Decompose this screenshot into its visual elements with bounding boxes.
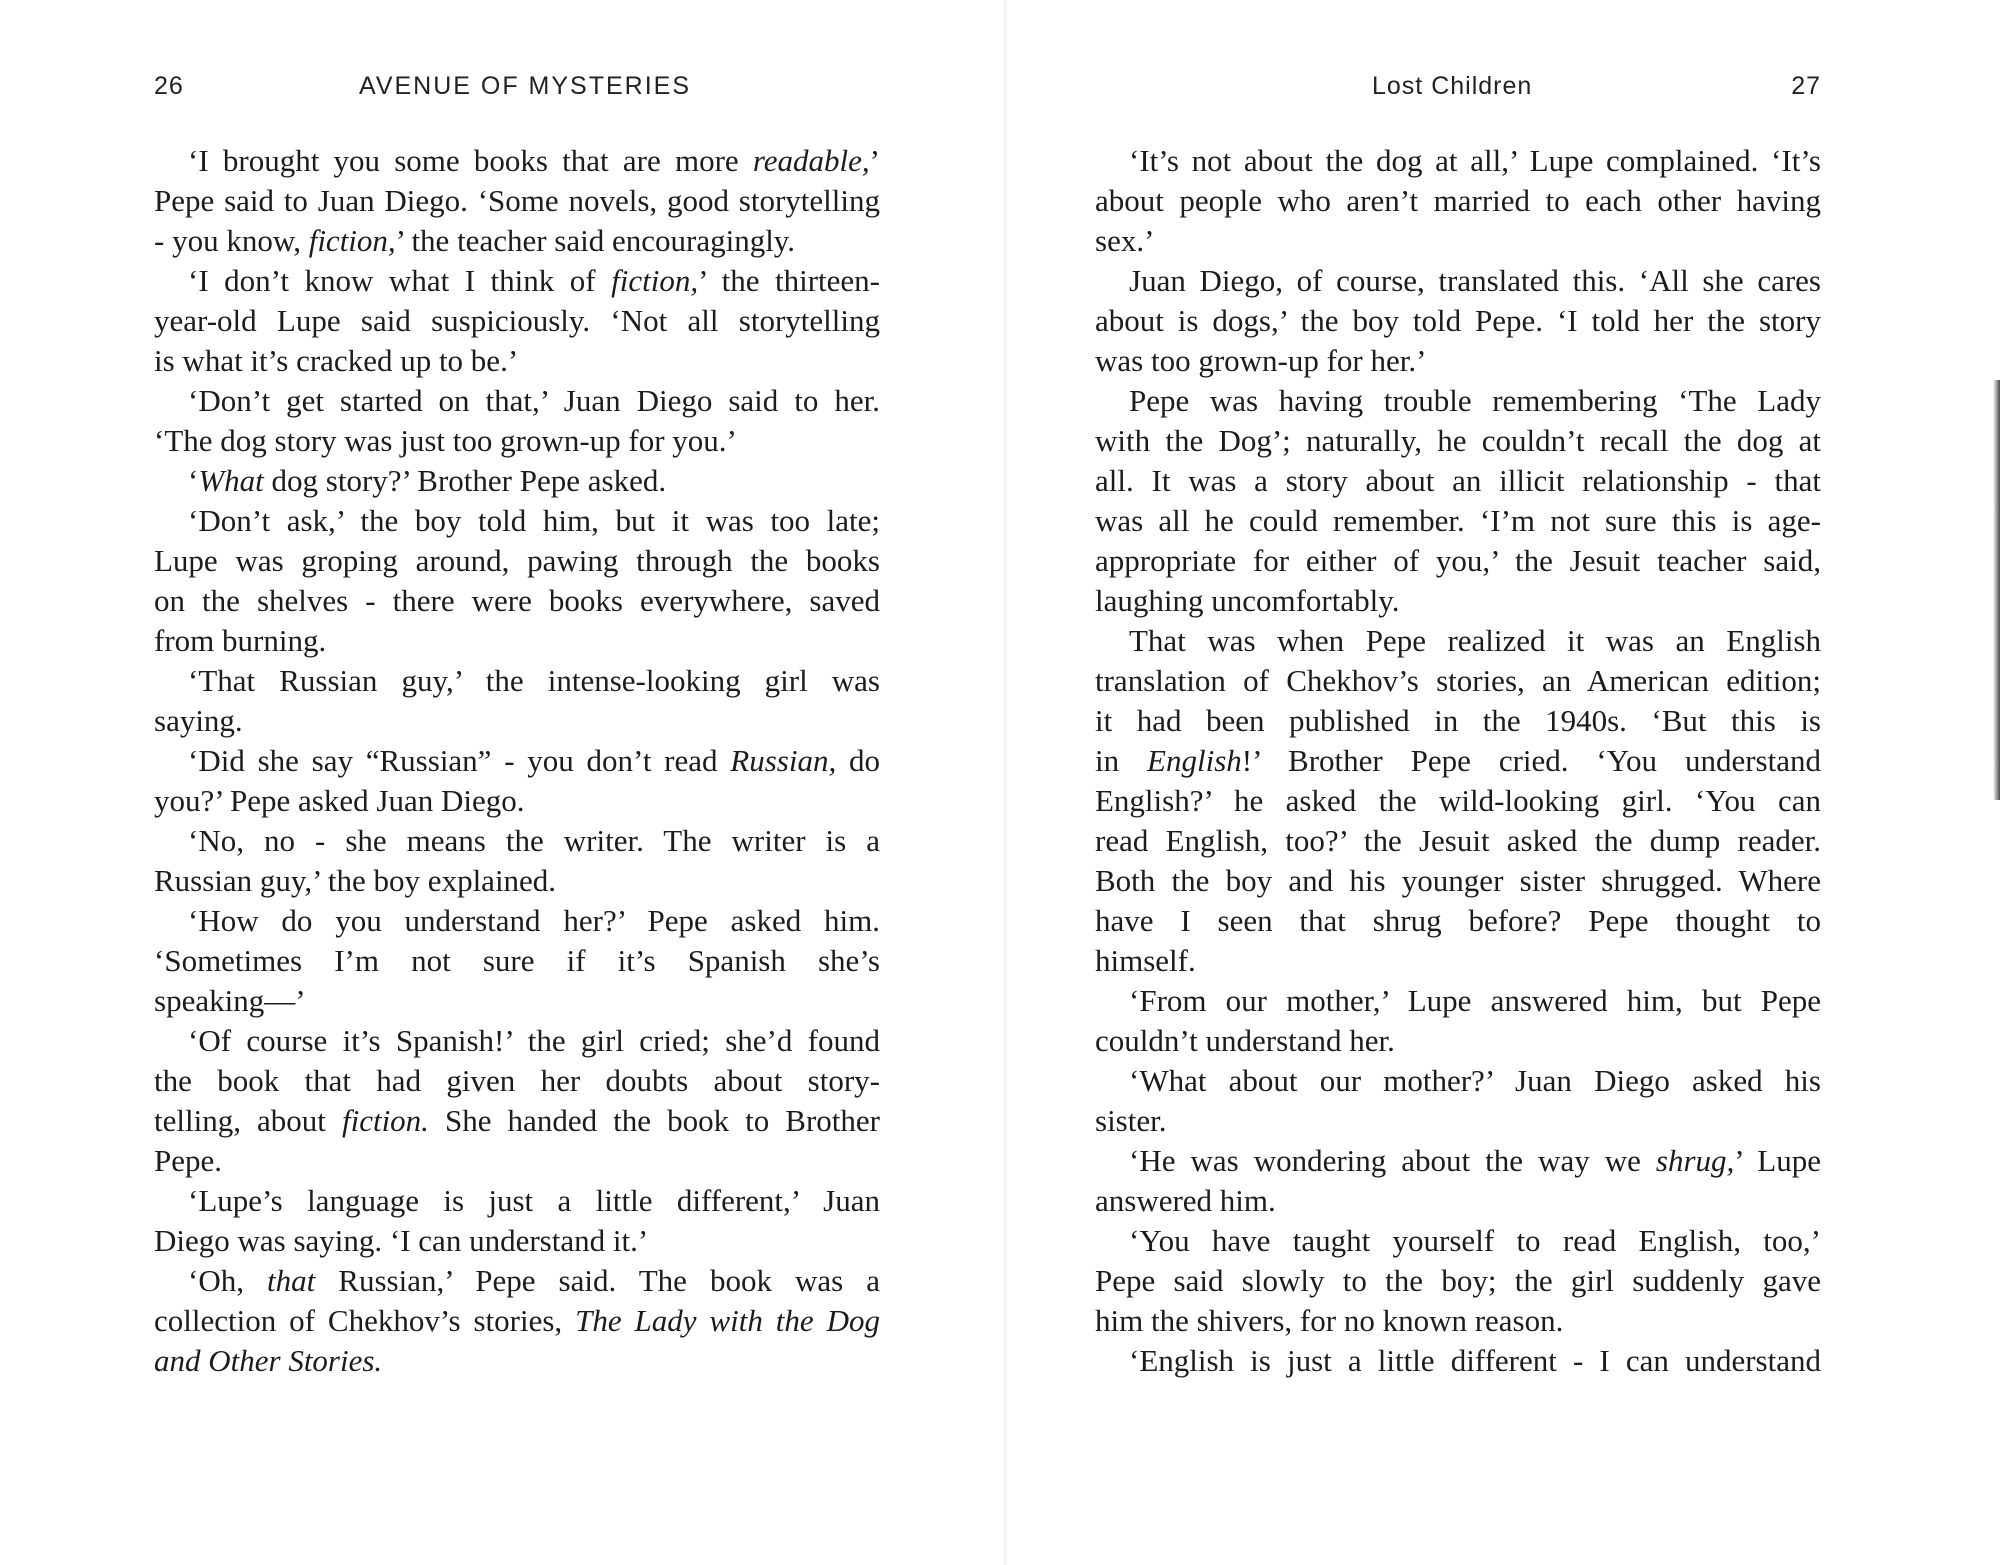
italic-run: English xyxy=(1147,743,1242,778)
text-line xyxy=(154,221,880,261)
right-page-number: 27 xyxy=(1791,72,1821,100)
text-line xyxy=(1095,741,1821,781)
italic-run: fiction, xyxy=(308,223,396,258)
text-run: answered him. xyxy=(1095,1183,1276,1218)
text-run: ‘The dog story was just too grown-up for you.’ xyxy=(154,423,737,458)
text-run: Pepe was having trouble remembering ‘The Lady xyxy=(1129,383,1821,418)
text-run: Diego was saying. ‘I can understand it.’ xyxy=(154,1223,649,1258)
right-running-head xyxy=(1095,72,1821,112)
text-run: Pepe. xyxy=(154,1143,223,1178)
text-line xyxy=(154,981,880,1021)
right-chapter-title: Lost Children xyxy=(1372,72,1533,100)
italic-run: readable, xyxy=(752,143,870,178)
text-line xyxy=(154,941,880,981)
book-gutter xyxy=(1002,0,1008,1565)
text-line xyxy=(1095,421,1821,461)
text-line xyxy=(1095,621,1821,661)
text-line xyxy=(1095,941,1821,981)
text-line xyxy=(154,541,880,581)
text-run: Russian guy,’ the boy explained. xyxy=(154,863,557,898)
text-line xyxy=(154,581,880,621)
text-run: Juan Diego, of course, translated this. ‘All she cares xyxy=(1129,263,1821,298)
text-run: English?’ he asked the wild-looking girl. ‘You can xyxy=(1095,783,1821,818)
text-run: saying. xyxy=(154,703,243,738)
text-line xyxy=(1095,181,1821,221)
text-run: ‘Oh, xyxy=(188,1263,267,1298)
text-line xyxy=(154,501,880,541)
text-line xyxy=(1095,1301,1821,1341)
italic-run: and Other Stories. xyxy=(154,1343,383,1378)
text-line xyxy=(1095,1181,1821,1221)
text-run: himself. xyxy=(1095,943,1196,978)
text-run: about people who aren’t married to each other having xyxy=(1095,183,1821,218)
text-line xyxy=(154,741,880,781)
text-run: telling, about xyxy=(154,1103,342,1138)
text-run: - you know, xyxy=(154,223,309,258)
text-run: it had been published in the 1940s. ‘But this is xyxy=(1095,703,1821,738)
text-run: ‘I brought you some books that are more xyxy=(188,143,753,178)
text-line xyxy=(1095,301,1821,341)
text-line xyxy=(154,701,880,741)
text-run: ‘Did she say “Russian” - you don’t read xyxy=(188,743,731,778)
text-line xyxy=(1095,501,1821,541)
text-line xyxy=(154,1341,880,1381)
text-run: on the shelves - there were books everywhere, saved xyxy=(154,583,880,618)
text-line xyxy=(154,341,880,381)
text-line xyxy=(154,181,880,221)
text-run: ‘From our mother,’ Lupe answered him, but Pepe xyxy=(1129,983,1821,1018)
text-line xyxy=(154,1021,880,1061)
text-run: Russian,’ Pepe said. The book was a xyxy=(315,1263,880,1298)
text-line xyxy=(154,381,880,421)
text-line xyxy=(1095,821,1821,861)
text-line xyxy=(1095,381,1821,421)
text-run: ‘Of course it’s Spanish!’ the girl cried; she’d found xyxy=(188,1023,880,1058)
text-run: ‘Sometimes I’m not sure if it’s Spanish she’s xyxy=(154,943,880,978)
right-body-text xyxy=(1095,141,1821,1381)
text-run: year-old Lupe said suspiciously. ‘Not all storytelling xyxy=(154,303,880,338)
text-line xyxy=(154,661,880,701)
text-line xyxy=(154,1141,880,1181)
text-run: was too grown-up for her.’ xyxy=(1095,343,1427,378)
text-run: you?’ Pepe asked Juan Diego. xyxy=(154,783,525,818)
text-line xyxy=(154,461,880,501)
text-line xyxy=(1095,141,1821,181)
text-run: !’ Brother Pepe cried. ‘You understand xyxy=(1241,743,1821,778)
text-line xyxy=(154,1181,880,1221)
text-line xyxy=(1095,781,1821,821)
page-edge-shadow xyxy=(1993,380,2000,800)
text-line xyxy=(154,1301,880,1341)
left-page xyxy=(154,0,880,1565)
text-line xyxy=(1095,581,1821,621)
text-run: have I seen that shrug before? Pepe thought to xyxy=(1095,903,1821,938)
text-run: do xyxy=(836,743,880,778)
text-run: is what it’s cracked up to be.’ xyxy=(154,343,519,378)
text-line xyxy=(1095,1021,1821,1061)
text-line xyxy=(1095,981,1821,1021)
text-line xyxy=(154,1101,880,1141)
text-run: ‘I don’t know what I think of xyxy=(188,263,612,298)
text-run: collection of Chekhov’s stories, xyxy=(154,1303,576,1338)
text-run: ’ the thirteen- xyxy=(698,263,880,298)
text-run: sister. xyxy=(1095,1103,1167,1138)
italic-run: Russian, xyxy=(730,743,837,778)
italic-run: that xyxy=(267,1263,316,1298)
text-run: speaking—’ xyxy=(154,983,306,1018)
text-run: couldn’t understand her. xyxy=(1095,1023,1395,1058)
text-line xyxy=(154,1221,880,1261)
italic-run: fiction, xyxy=(611,263,699,298)
text-run: the book that had given her doubts about story- xyxy=(154,1063,880,1098)
text-run: appropriate for either of you,’ the Jesuit teacher said, xyxy=(1095,543,1821,578)
text-line xyxy=(154,781,880,821)
text-run: with the Dog’; naturally, he couldn’t recall the dog at xyxy=(1095,423,1821,458)
left-running-head xyxy=(154,72,880,112)
text-run: ‘Lupe’s language is just a little different,’ Juan xyxy=(188,1183,880,1218)
italic-run: fiction. xyxy=(341,1103,429,1138)
text-run: Lupe was groping around, pawing through the books xyxy=(154,543,880,578)
text-line xyxy=(154,1261,880,1301)
text-line xyxy=(1095,1141,1821,1181)
text-line xyxy=(154,821,880,861)
text-line xyxy=(154,421,880,461)
text-line xyxy=(1095,541,1821,581)
text-run: That was when Pepe realized it was an English xyxy=(1129,623,1821,658)
text-line xyxy=(1095,701,1821,741)
text-run: ‘Don’t get started on that,’ Juan Diego said to her. xyxy=(188,383,880,418)
text-run: from burning. xyxy=(154,623,327,658)
text-run: in xyxy=(1095,743,1148,778)
text-line xyxy=(1095,1341,1821,1381)
text-run: ’ xyxy=(869,143,880,178)
text-run: She handed the book to Brother xyxy=(428,1103,880,1138)
text-line xyxy=(1095,221,1821,261)
text-line xyxy=(1095,261,1821,301)
text-run: Pepe said to Juan Diego. ‘Some novels, good storytelling xyxy=(154,183,880,218)
text-line xyxy=(1095,661,1821,701)
text-run: ‘No, no - she means the writer. The writer is a xyxy=(188,823,880,858)
text-run: him the shivers, for no known reason. xyxy=(1095,1303,1564,1338)
text-run: ‘You have taught yourself to read English, too,’ xyxy=(1129,1223,1821,1258)
text-run: ‘That Russian guy,’ the intense-looking girl was xyxy=(188,663,880,698)
left-body-text xyxy=(154,141,880,1381)
text-run: ‘English is just a little different - I can understand xyxy=(1129,1343,1821,1378)
text-line xyxy=(1095,901,1821,941)
text-run: ‘Don’t ask,’ the boy told him, but it was too late; xyxy=(188,503,880,538)
text-line xyxy=(154,1061,880,1101)
text-run: read English, too?’ the Jesuit asked the dump reader. xyxy=(1095,823,1821,858)
text-line xyxy=(1095,1221,1821,1261)
text-run: ‘How do you understand her?’ Pepe asked him. xyxy=(188,903,880,938)
text-run: Pepe said slowly to the boy; the girl suddenly gave xyxy=(1095,1263,1821,1298)
left-book-title: AVENUE OF MYSTERIES xyxy=(359,72,692,100)
text-run: ‘ xyxy=(188,463,199,498)
text-line xyxy=(1095,341,1821,381)
text-line xyxy=(1095,861,1821,901)
text-line xyxy=(154,901,880,941)
text-run: ‘He was wondering about the way we xyxy=(1129,1143,1656,1178)
text-run: was all he could remember. ‘I’m not sure this is age- xyxy=(1095,503,1821,538)
text-run: about is dogs,’ the boy told Pepe. ‘I told her the story xyxy=(1095,303,1821,338)
left-page-number: 26 xyxy=(154,72,184,100)
text-run: sex.’ xyxy=(1095,223,1155,258)
text-run: translation of Chekhov’s stories, an American edition; xyxy=(1095,663,1821,698)
italic-run: What xyxy=(198,463,264,498)
text-run: ‘It’s not about the dog at all,’ Lupe complained. ‘It’s xyxy=(1129,143,1821,178)
text-line xyxy=(1095,1101,1821,1141)
text-run: dog story?’ Brother Pepe asked. xyxy=(263,463,667,498)
text-line xyxy=(154,261,880,301)
text-run: ’ Lupe xyxy=(1734,1143,1821,1178)
italic-run: shrug, xyxy=(1655,1143,1735,1178)
text-line xyxy=(154,621,880,661)
right-page xyxy=(1095,0,1821,1565)
text-run: all. It was a story about an illicit relationship - that xyxy=(1095,463,1821,498)
text-line xyxy=(1095,461,1821,501)
text-line xyxy=(154,301,880,341)
text-line xyxy=(1095,1061,1821,1101)
text-run: Both the boy and his younger sister shrugged. Where xyxy=(1095,863,1821,898)
text-line xyxy=(154,141,880,181)
text-run: laughing uncomfortably. xyxy=(1095,583,1400,618)
text-run: ‘What about our mother?’ Juan Diego asked his xyxy=(1129,1063,1821,1098)
italic-run: The Lady with the Dog xyxy=(575,1303,880,1338)
text-run: ’ the teacher said encouragingly. xyxy=(395,223,796,258)
text-line xyxy=(1095,1261,1821,1301)
text-line xyxy=(154,861,880,901)
